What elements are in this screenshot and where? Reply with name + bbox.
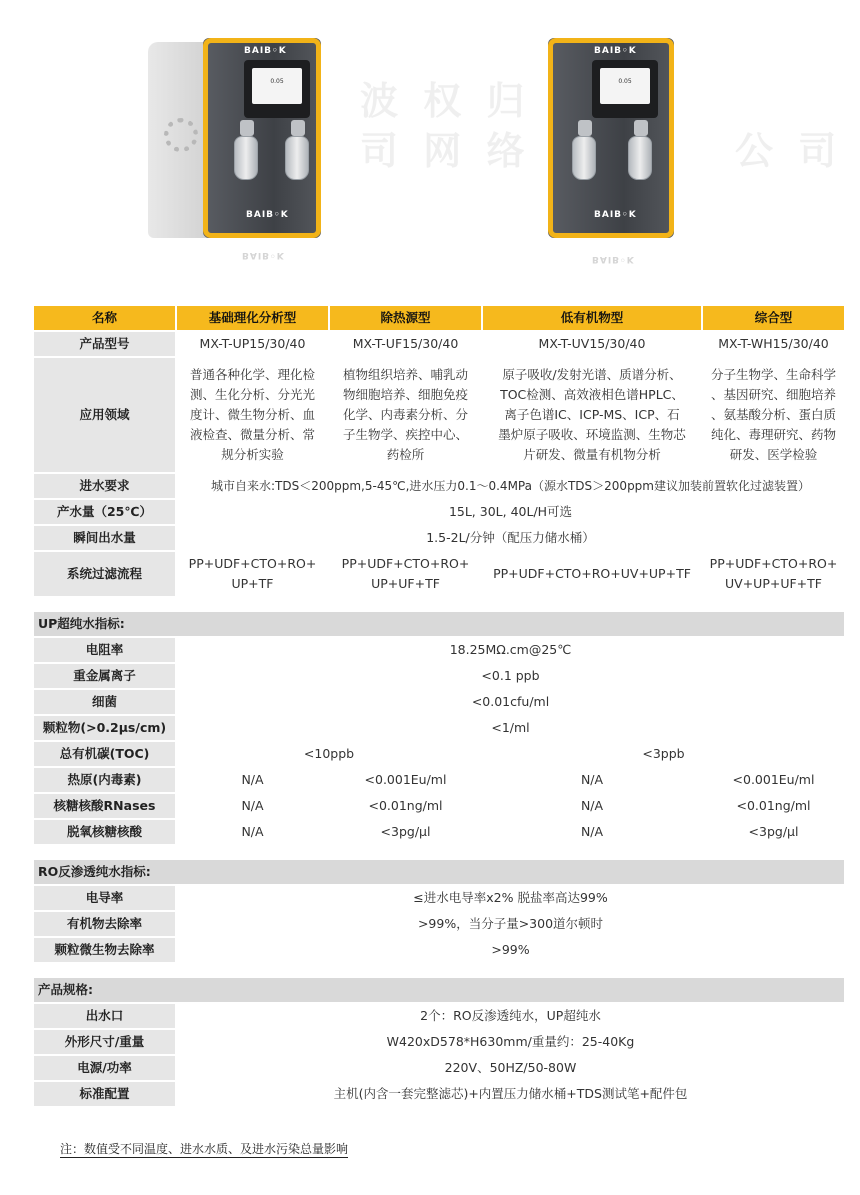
table-cell: <3pg/μl	[329, 819, 482, 845]
brand-reflection: BAIB◦K	[592, 254, 635, 264]
table-cell: <10ppb	[176, 741, 482, 767]
tap-icon	[291, 120, 305, 136]
table-row	[33, 793, 845, 819]
table-gap	[33, 597, 845, 611]
brand-reflection: BAIB◦K	[242, 250, 285, 260]
product-hero	[0, 0, 860, 290]
header-cell: 低有机物型	[482, 305, 702, 331]
row-label: 瞬间出水量	[33, 525, 176, 551]
row-label: 热原(内毒素)	[33, 767, 176, 793]
table-cell: 18.25MΩ.cm@25℃	[176, 637, 845, 663]
row-label: 电源/功率	[33, 1055, 176, 1081]
brand-logo: BAIB◦K	[246, 210, 289, 220]
section-row	[33, 977, 845, 1003]
table-cell: ≤进水电导率x2% 脱盐率高达99%	[176, 885, 845, 911]
bottle-icon	[572, 136, 596, 180]
watermark-text: 波 权 归	[360, 79, 531, 123]
table-cell: 主机(内含一套完整滤芯)+内置压力储水桶+TDS测试笔+配件包	[176, 1081, 845, 1107]
row-label: 产水量（25℃）	[33, 499, 176, 525]
table-gap	[33, 845, 845, 859]
table-cell: 1.5-2L/分钟（配压力储水桶）	[176, 525, 845, 551]
table-cell: N/A	[482, 793, 702, 819]
row-label: 颗粒物(>0.2μs/cm)	[33, 715, 176, 741]
header-cell: 名称	[33, 305, 176, 331]
row-label: 系统过滤流程	[33, 551, 176, 597]
table-cell: <0.001Eu/ml	[702, 767, 845, 793]
device-screen: 0.05	[244, 60, 310, 118]
table-cell: N/A	[176, 819, 329, 845]
table-cell: 城市自来水:TDS＜200ppm,5-45℃,进水压力0.1～0.4MPa（源水TDS＞200ppm建议加装前置软化过滤装置）	[176, 473, 845, 499]
product-image-machine-2	[548, 38, 678, 270]
table-cell: 220V、50HZ/50-80W	[176, 1055, 845, 1081]
brand-logo: BAIB◦K	[594, 46, 637, 56]
table-cell: N/A	[482, 767, 702, 793]
row-label: 出水口	[33, 1003, 176, 1029]
section-row	[33, 859, 845, 885]
table-cell: <0.01ng/ml	[702, 793, 845, 819]
table-row	[33, 663, 845, 689]
table-cell: <0.1 ppb	[176, 663, 845, 689]
table-row	[33, 331, 845, 357]
table-row	[33, 499, 845, 525]
table-row	[33, 911, 845, 937]
table-row	[33, 885, 845, 911]
section-row	[33, 611, 845, 637]
row-label: 外形尺寸/重量	[33, 1029, 176, 1055]
table-cell: 原子吸收/发射光谱、质谱分析、 TOC检测、高效液相色谱HPLC、 离子色谱IC、ICP-MS、ICP、石 墨炉原子吸收、环境监测、生物芯 片研发、微量有机物分析	[482, 357, 702, 473]
table-row	[33, 525, 845, 551]
table-row	[33, 767, 845, 793]
row-label: 细菌	[33, 689, 176, 715]
row-label: 产品型号	[33, 331, 176, 357]
table-cell: MX-T-UP15/30/40	[176, 331, 329, 357]
table-row	[33, 937, 845, 963]
table-row	[33, 1003, 845, 1029]
table-cell: 15L, 30L, 40L/H可选	[176, 499, 845, 525]
section-title: UP超纯水指标:	[33, 611, 845, 637]
row-label: 重金属离子	[33, 663, 176, 689]
bottle-icon	[628, 136, 652, 180]
row-label: 进水要求	[33, 473, 176, 499]
header-cell: 基础理化分析型	[176, 305, 329, 331]
table-cell: MX-T-WH15/30/40	[702, 331, 845, 357]
tap-icon	[240, 120, 254, 136]
brand-logo: BAIB◦K	[244, 46, 287, 56]
table-cell: <0.01cfu/ml	[176, 689, 845, 715]
watermark-text: 司 网 络	[360, 129, 531, 173]
table-cell: <3ppb	[482, 741, 845, 767]
table-row	[33, 357, 845, 473]
table-row	[33, 473, 845, 499]
table-row	[33, 637, 845, 663]
spec-table	[32, 304, 846, 1108]
row-label: 电阻率	[33, 637, 176, 663]
section-title: 产品规格:	[33, 977, 845, 1003]
watermark-text: 公 司	[735, 129, 843, 173]
table-cell: W420xD578*H630mm/重量约：25-40Kg	[176, 1029, 845, 1055]
table-row	[33, 1055, 845, 1081]
table-cell: >99%	[176, 937, 845, 963]
table-row	[33, 715, 845, 741]
table-header-row	[33, 305, 845, 331]
table-row	[33, 1029, 845, 1055]
footnote: 注：数值受不同温度、进水水质、及进水污染总量影响	[60, 1142, 349, 1156]
table-cell: <0.01ng/ml	[329, 793, 482, 819]
bottle-icon	[234, 136, 258, 180]
table-cell: N/A	[176, 767, 329, 793]
table-cell: <1/ml	[176, 715, 845, 741]
tap-icon	[578, 120, 592, 136]
device-screen: 0.05	[592, 60, 658, 118]
header-cell: 综合型	[702, 305, 845, 331]
table-cell: <3pg/μl	[702, 819, 845, 845]
table-cell: 分子生物学、生命科学 、基因研究、细胞培养 、氨基酸分析、蛋白质 纯化、毒理研究、药物 研发、医学检验	[702, 357, 845, 473]
table-cell: N/A	[176, 793, 329, 819]
table-gap	[33, 963, 845, 977]
brand-logo: BAIB◦K	[594, 210, 637, 220]
row-label: 核糖核酸RNases	[33, 793, 176, 819]
row-label: 有机物去除率	[33, 911, 176, 937]
product-image-machine-1	[148, 38, 323, 270]
table-row	[33, 819, 845, 845]
table-cell: 植物组织培养、哺乳动 物细胞培养、细胞免疫 化学、内毒素分析、分 子生物学、疾控中心、 药检所	[329, 357, 482, 473]
row-label: 应用领域	[33, 357, 176, 473]
table-row	[33, 741, 845, 767]
row-label: 颗粒微生物去除率	[33, 937, 176, 963]
header-cell: 除热源型	[329, 305, 482, 331]
table-cell: MX-T-UF15/30/40	[329, 331, 482, 357]
row-label: 电导率	[33, 885, 176, 911]
table-cell: <0.001Eu/ml	[329, 767, 482, 793]
table-row	[33, 551, 845, 597]
tap-icon	[634, 120, 648, 136]
table-cell: PP+UDF+CTO+RO+ UV+UP+UF+TF	[702, 551, 845, 597]
status-dial-icon	[164, 118, 198, 152]
row-label: 脱氧核糖核酸	[33, 819, 176, 845]
table-row	[33, 1081, 845, 1107]
table-cell: MX-T-UV15/30/40	[482, 331, 702, 357]
row-label: 总有机碳(TOC)	[33, 741, 176, 767]
table-cell: PP+UDF+CTO+RO+UV+UP+TF	[482, 551, 702, 597]
table-cell: >99%，当分子量>300道尔顿时	[176, 911, 845, 937]
table-row	[33, 689, 845, 715]
bottle-icon	[285, 136, 309, 180]
table-cell: N/A	[482, 819, 702, 845]
section-title: RO反渗透纯水指标:	[33, 859, 845, 885]
row-label: 标准配置	[33, 1081, 176, 1107]
table-cell: 普通各种化学、理化检 测、生化分析、分光光 度计、微生物分析、血 液检查、微量分析、常 规分析实验	[176, 357, 329, 473]
table-cell: PP+UDF+CTO+RO+ UP+UF+TF	[329, 551, 482, 597]
table-cell: PP+UDF+CTO+RO+ UP+TF	[176, 551, 329, 597]
table-cell: 2个：RO反渗透纯水，UP超纯水	[176, 1003, 845, 1029]
